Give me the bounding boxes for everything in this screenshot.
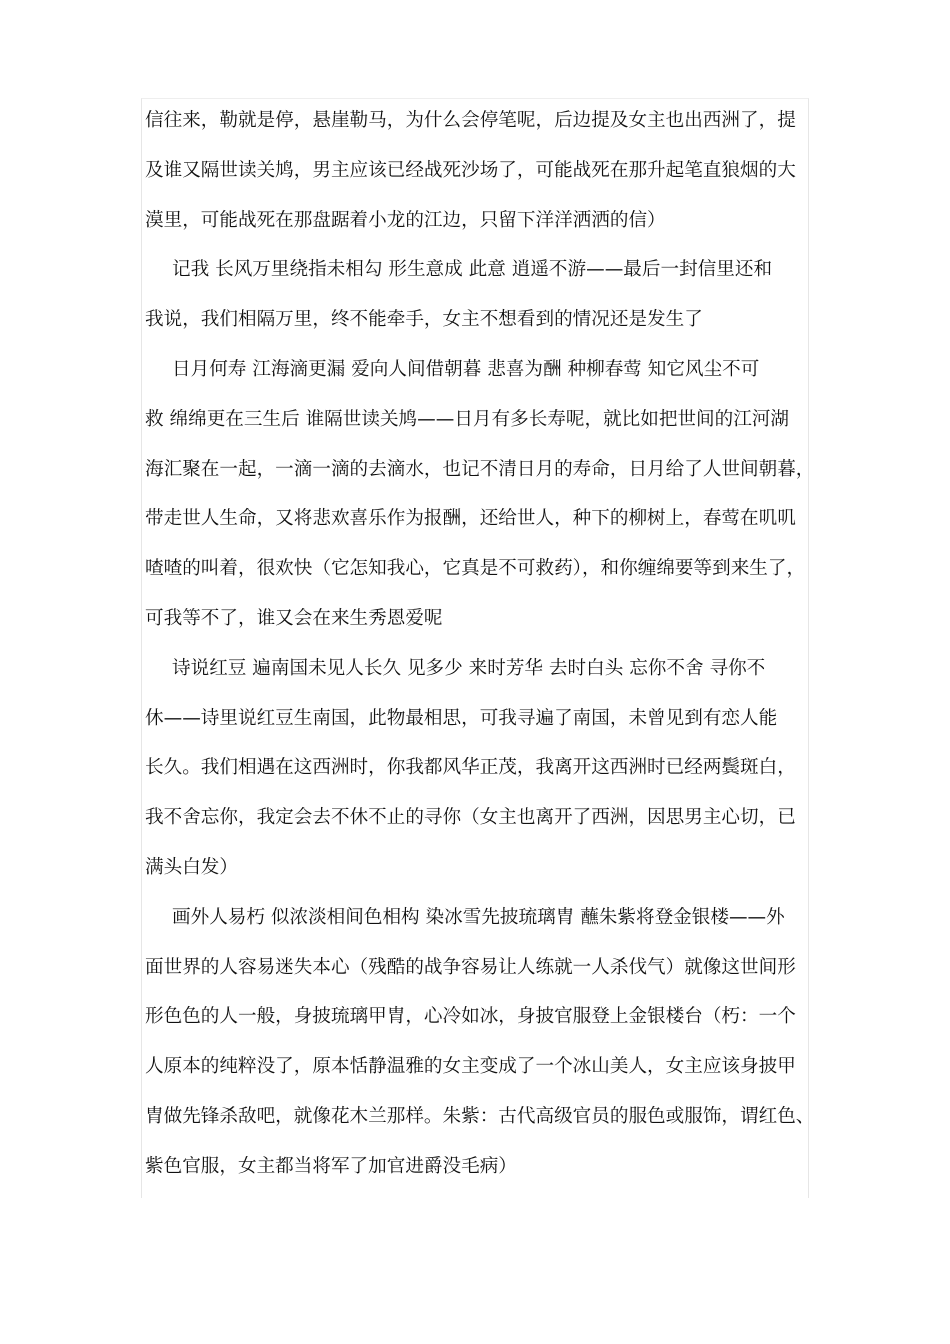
text-line: 面世界的人容易迷失本心（残酷的战争容易让人练就一人杀伐气）就像这世间形 (145, 956, 796, 978)
paragraph-2 (145, 245, 813, 345)
text-line: 满头白发） (145, 856, 238, 878)
text-line: 紫色官服，女主都当将军了加官进爵没毛病） (145, 1155, 517, 1177)
text-line: 带走世人生命，又将悲欢喜乐作为报酬，还给世人，种下的柳树上，春莺在叽叽 (145, 508, 796, 530)
text-line: 喳喳的叫着，很欢快（它怎知我心，它真是不可救药），和你缠绵要等到来生了， (145, 558, 806, 580)
text-line: 形色色的人一般，身披琉璃甲胄，心冷如冰，身披官服登上金银楼台（朽：一个 (145, 1006, 796, 1028)
text-line: 诗说红豆 遍南国未见人长久 见多少 来时芳华 去时白头 忘你不舍 寻你不 (172, 657, 766, 679)
paragraph-4 (145, 644, 813, 893)
text-line: 我不舍忘你，我定会去不休不止的寻你（女主也离开了西洲，因思男主心切，已 (145, 807, 796, 829)
text-line: 记我 长风万里绕指未相勾 形生意成 此意 逍遥不游——最后一封信里还和 (172, 259, 773, 281)
text-line: 救 绵绵更在三生后 谁隔世读关鸠——日月有多长寿呢，就比如把世间的江河湖 (145, 408, 790, 430)
text-line: 画外人易朽 似浓淡相间色相构 染冰雪先披琉璃胄 蘸朱紫将登金银楼——外 (172, 906, 785, 928)
paragraph-5 (145, 893, 813, 1192)
text-line: 漠里，可能战死在那盘踞着小龙的江边，只留下洋洋洒洒的信） (145, 209, 666, 231)
text-line: 日月何寿 江海滴更漏 爱向人间借朝暮 悲喜为酬 种柳春莺 知它风尘不可 (172, 358, 760, 380)
text-line: 可我等不了，谁又会在来生秀恩爱呢 (145, 607, 443, 629)
text-line: 长久。我们相遇在这西洲时，你我都风华正茂，我离开这西洲时已经两鬓斑白， (145, 757, 796, 779)
text-line: 休——诗里说红豆生南国，此物最相思，可我寻遍了南国，未曾见到有恋人能 (145, 707, 778, 729)
text-line: 胄做先锋杀敌吧，就像花木兰那样。朱紫：古代高级官员的服色或服饰，谓红色、 (145, 1105, 815, 1127)
paragraph-1 (145, 96, 813, 245)
text-line: 海汇聚在一起，一滴一滴的去滴水，也记不清日月的寿命，日月给了人世间朝暮， (145, 458, 815, 480)
text-line: 及谁又隔世读关鸠，男主应该已经战死沙场了，可能战死在那升起笔直狼烟的大 (145, 159, 796, 181)
text-line: 信往来，勒就是停，悬崖勒马，为什么会停笔呢，后边提及女主也出西洲了，提 (145, 110, 796, 131)
text-line: 人原本的纯粹没了，原本恬静温雅的女主变成了一个冰山美人，女主应该身披甲 (145, 1056, 796, 1078)
document-body (145, 96, 813, 1192)
text-line: 我说，我们相隔万里，终不能牵手，女主不想看到的情况还是发生了 (145, 309, 703, 331)
paragraph-3 (145, 345, 813, 644)
